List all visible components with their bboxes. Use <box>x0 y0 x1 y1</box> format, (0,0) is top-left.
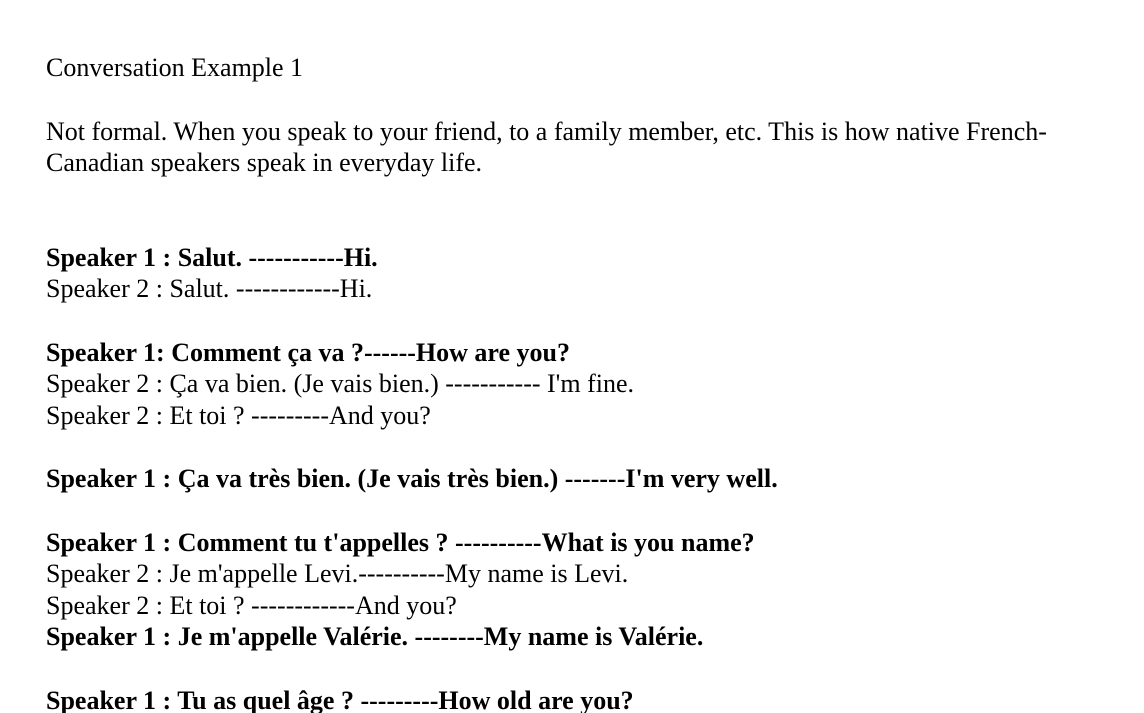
dialogue-block-4 <box>46 527 1126 653</box>
dialogue-block-5 <box>46 685 1126 713</box>
intro-line-1: Not formal. When you speak to your friend, to a family member, etc. This is how native French- <box>46 116 1047 146</box>
dialogue-line: Speaker 2 : Ça va bien. (Je vais bien.) ----------- I'm fine. <box>46 369 634 398</box>
dialogue-line: Speaker 2 : Je m'appelle Levi.----------My name is Levi. <box>46 559 629 588</box>
block-gap <box>46 305 1126 337</box>
dialogue-block-3 <box>46 463 1126 495</box>
document-title: Conversation Example 1 <box>46 53 304 82</box>
dialogue-line: Speaker 2 : Salut. ------------Hi. <box>46 274 373 303</box>
block-gap <box>46 495 1126 527</box>
dialogue-line: Speaker 1 : Comment tu t'appelles ? ----------What is you name? <box>46 527 755 557</box>
dialogue-line: Speaker 2 : Et toi ? ------------And you? <box>46 590 457 620</box>
block-gap <box>46 653 1126 685</box>
block-gap <box>46 431 1126 463</box>
dialogue-line: Speaker 1: Comment ça va ?------How are you? <box>46 337 570 367</box>
document-body <box>46 52 1126 713</box>
dialogue-line: Speaker 1 : Salut. -----------Hi. <box>46 242 378 272</box>
dialogue-line: Speaker 1 : Tu as quel âge ? ---------How old are you? <box>46 685 634 713</box>
dialogue-line: Speaker 1 : Ça va très bien. (Je vais très bien.) -------I'm very well. <box>46 464 778 493</box>
dialogue-block-1 <box>46 242 1126 305</box>
dialogue-block-2 <box>46 337 1126 432</box>
dialogue-line: Speaker 1 : Je m'appelle Valérie. --------My name is Valérie. <box>46 622 704 651</box>
intro-line-2: Canadian speakers speak in everyday life. <box>46 148 483 177</box>
dialogue-line: Speaker 2 : Et toi ? ---------And you? <box>46 400 431 430</box>
intro-paragraph <box>46 116 1126 179</box>
